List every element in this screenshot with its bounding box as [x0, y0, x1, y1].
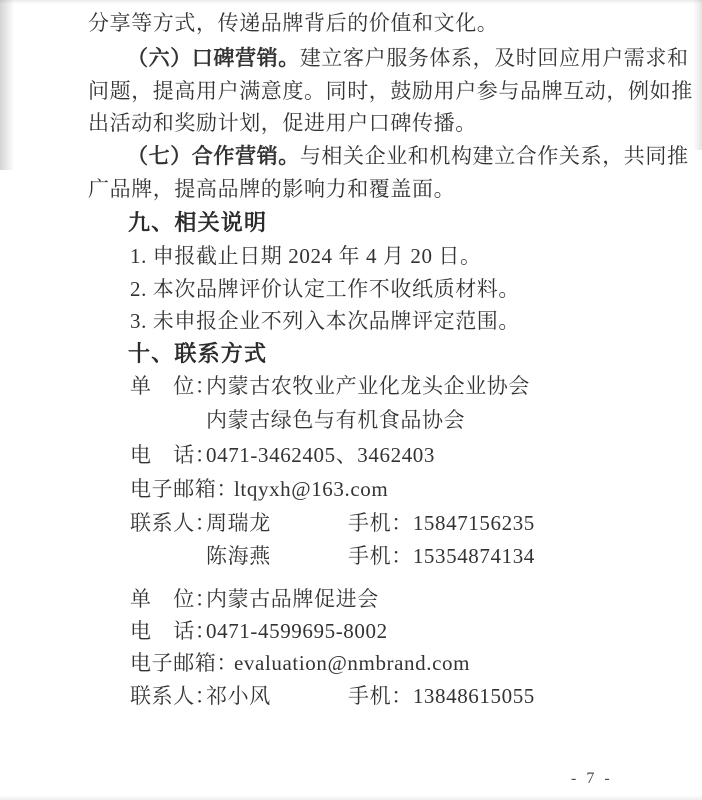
contact-name: 陈海燕 [206, 544, 271, 568]
phone-value: 0471-4599695-8002 [206, 619, 388, 643]
mobile-label: 手机： [348, 684, 413, 708]
mobile-group [348, 510, 535, 537]
contact-row-unit-continuation: 内蒙古绿色与有机食品协会 [206, 408, 466, 432]
mobile-group [348, 683, 535, 710]
paragraph-line [127, 45, 689, 72]
paragraph-text: 建立客户服务体系，及时回应用户需求和 [299, 46, 689, 70]
email-label: 电子邮箱： [130, 651, 238, 675]
mobile-label: 手机： [348, 544, 413, 568]
contact-row-phone [130, 618, 388, 645]
contact-row-unit [130, 373, 530, 400]
email-label: 电子邮箱： [130, 477, 238, 501]
paragraph-line: 问题，提高用户满意度。同时，鼓励用户参与品牌互动，例如推 [88, 79, 693, 103]
unit-label: 单 位： [130, 587, 217, 611]
contact-name: 周瑞龙 [206, 511, 271, 535]
unit-value: 内蒙古农牧业产业化龙头企业协会 [206, 374, 530, 398]
phone-label: 电 话： [130, 443, 217, 467]
paragraph-lead-bold: （六）口碑营销。 [127, 46, 300, 70]
contact-row-person [130, 510, 535, 537]
unit-value: 内蒙古品牌促进会 [206, 587, 379, 611]
contact-row-email [130, 650, 471, 677]
contact-label: 联系人： [130, 511, 217, 535]
paragraph-line: 分享等方式，传递品牌背后的价值和文化。 [88, 11, 499, 35]
mobile-group [348, 543, 535, 570]
paragraph-line: 广品牌，提高品牌的影响力和覆盖面。 [88, 177, 456, 201]
phone-value: 0471-3462405、3462403 [206, 443, 435, 467]
mobile-number: 13848615055 [412, 684, 535, 708]
contact-row-email [130, 476, 389, 503]
section-heading-contact: 十、联系方式 [128, 341, 268, 366]
email-value: evaluation@nmbrand.com [234, 651, 471, 675]
mobile-number: 15847156235 [412, 511, 535, 535]
unit-label: 单 位： [130, 374, 217, 398]
page-number: - 7 - [571, 770, 613, 787]
paragraph-lead-bold: （七）合作营销。 [127, 144, 300, 168]
contact-row-unit [130, 586, 379, 613]
email-value: ltqyxh@163.com [234, 477, 389, 501]
mobile-label: 手机： [348, 511, 413, 535]
paragraph-text: 与相关企业和机构建立合作关系，共同推 [299, 144, 689, 168]
contact-row-person [130, 683, 535, 710]
paragraph-line: 出活动和奖励计划，促进用户口碑传播。 [88, 111, 477, 135]
phone-label: 电 话： [130, 619, 217, 643]
mobile-number: 15354874134 [412, 544, 535, 568]
section-heading-notes: 九、相关说明 [128, 210, 268, 235]
contact-name: 祁小风 [206, 684, 271, 708]
paragraph-line [127, 143, 689, 170]
list-item: 1. 申报截止日期 2024 年 4 月 20 日。 [130, 244, 482, 268]
list-item: 2. 本次品牌评价认定工作不收纸质材料。 [130, 277, 520, 301]
list-item: 3. 未申报企业不列入本次品牌评定范围。 [130, 309, 520, 333]
contact-label: 联系人： [130, 684, 217, 708]
contact-row-phone [130, 442, 435, 469]
